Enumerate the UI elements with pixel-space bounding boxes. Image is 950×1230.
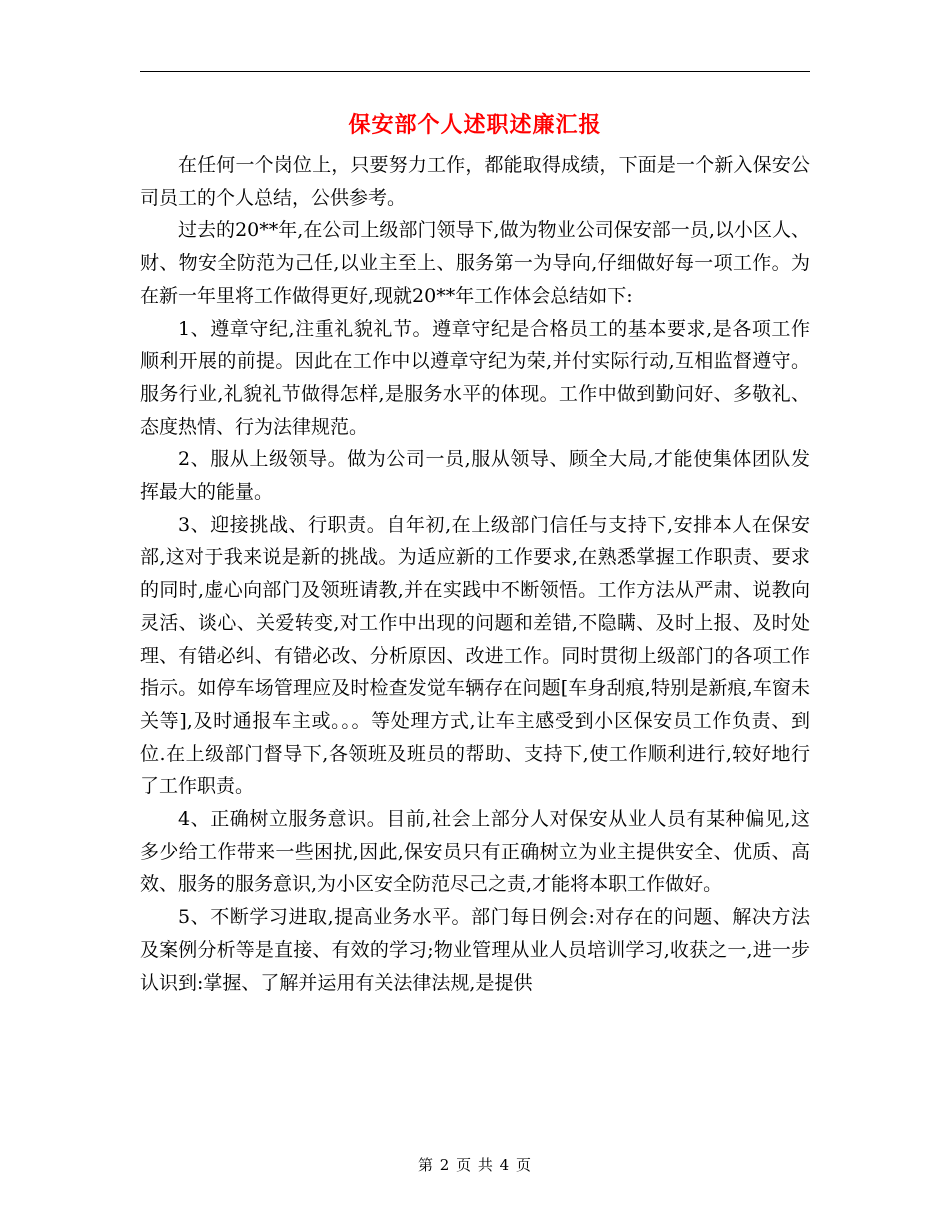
document-title: 保安部个人述职述廉汇报	[348, 112, 602, 138]
paragraph-item-4: 4、正确树立服务意识。目前,社会上部分人对保安从业人员有某种偏见,这多少给工作带来一些困扰,因此,保安员只有正确树立为业主提供安全、优质、高效、服务的服务意识,为小区安全防范尽己之责,才能将本职工作做好。	[140, 808, 810, 896]
paragraph-intro: 在任何一个岗位上，只要努力工作，都能取得成绩，下面是一个新入保安公司员工的个人总结，公供参考。	[140, 154, 810, 209]
paragraph-item-5: 5、不断学习进取,提高业务水平。部门每日例会:对存在的问题、解决方法及案例分析等是直接、有效的学习;物业管理从业人员培训学习,收获之一,进一步认识到:掌握、了解并运用有关法律法规,是提供	[140, 906, 810, 994]
paragraph-item-2: 2、服从上级领导。做为公司一员,服从领导、顾全大局,才能使集体团队发挥最大的能量。	[140, 448, 810, 504]
paragraph-item-1: 1、遵章守纪,注重礼貌礼节。遵章守纪是合格员工的基本要求,是各项工作顺利开展的前提。因此在工作中以遵章守纪为荣,并付实际行动,互相监督遵守。服务行业,礼貌礼节做得怎样,是服务水平的体现。工作中做到勤问好、多敬礼、态度热情、行为法律规范。	[140, 317, 810, 438]
paragraph-summary: 过去的20**年,在公司上级部门领导下,做为物业公司保安部一员,以小区人、财、物安全防范为己任,以业主至上、服务第一为导向,仔细做好每一项工作。为在新一年里将工作做得更好,现就20**年工作体会总结如下:	[140, 219, 810, 307]
paragraph-item-3: 3、迎接挑战、行职责。自年初,在上级部门信任与支持下,安排本人在保安部,这对于我来说是新的挑战。为适应新的工作要求,在熟悉掌握工作职责、要求的同时,虚心向部门及领班请教,并在实践中不断领悟。工作方法从严肃、说教向灵活、谈心、关爱转变,对工作中出现的问题和差错,不隐瞒、及时上报、及时处理、有错必纠、有错必改、分析原因、改进工作。同时贯彻上级部门的各项工作指示。如停车场管理应及时检查发觉车辆存在问题[车身刮痕,特别是新痕,车窗未关等],及时通报车主或。。。等处理方式,让车主感受到小区保安员工作负责、到位.在上级部门督导下,各领班及班员的帮助、支持下,使工作顺利进行,较好地行了工作职责。	[140, 513, 810, 798]
document-body	[140, 149, 810, 999]
page-number-footer: 第 2 页 共 4 页	[418, 1156, 532, 1174]
header-rule	[140, 71, 810, 72]
